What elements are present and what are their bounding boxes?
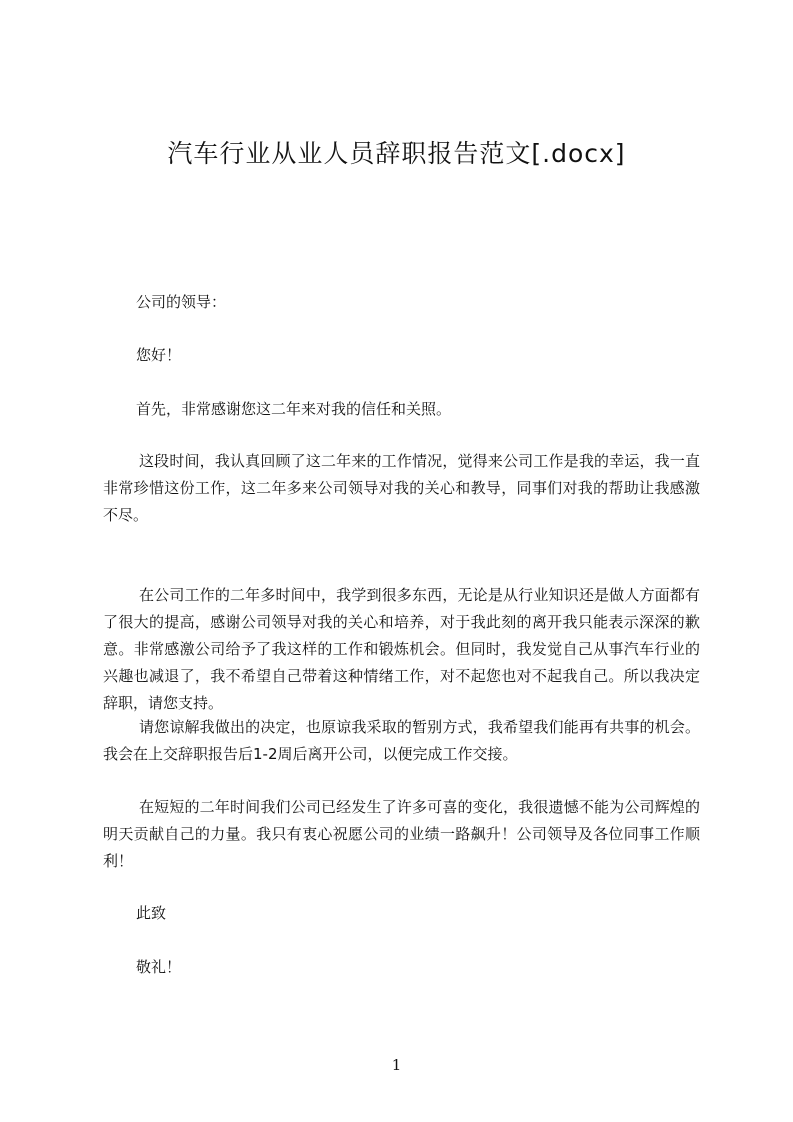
closing-salute: 敬礼！ (136, 958, 182, 976)
paragraph-handover: 请您谅解我做出的决定，也原谅我采取的暂别方式，我希望我们能再有共事的机会。我会在上交辞职报告后1-2周后离开公司，以便完成工作交接。 (103, 718, 700, 763)
paragraph-review: 这段时间，我认真回顾了这二年来的工作情况，觉得来公司工作是我的幸运，我一直非常珍惜这份工作，这二年多来公司领导对我的关心和教导，同事们对我的帮助让我感激不尽。 (103, 452, 700, 524)
greeting: 您好！ (136, 346, 182, 364)
closing-regards: 此致 (136, 904, 167, 922)
salutation: 公司的领导： (136, 293, 227, 311)
paragraph-wishes: 在短短的二年时间我们公司已经发生了许多可喜的变化，我很遗憾不能为公司辉煌的明天贡献自己的力量。我只有衷心祝愿公司的业绩一路飙升！公司领导及各位同事工作顺利！ (103, 798, 700, 870)
page-number: 1 (391, 1056, 402, 1074)
paragraph-thanks: 首先，非常感谢您这二年来对我的信任和关照。 (136, 400, 452, 418)
paragraph-growth: 在公司工作的二年多时间中，我学到很多东西，无论是从行业知识还是做人方面都有了很大的提高，感谢公司领导对我的关心和培养，对于我此刻的离开我只能表示深深的歉意。非常感激公司给予了我这样的工作和锻炼机会。但同时，我发觉自己从事汽车行业的兴趣也减退了，我不希望自己带着这种情绪工作，对不起您也对不起我自己。所以我决定辞职，请您支持。 (103, 586, 700, 712)
document-title: 汽车行业从业人员辞职报告范文[.docx] (167, 139, 626, 168)
